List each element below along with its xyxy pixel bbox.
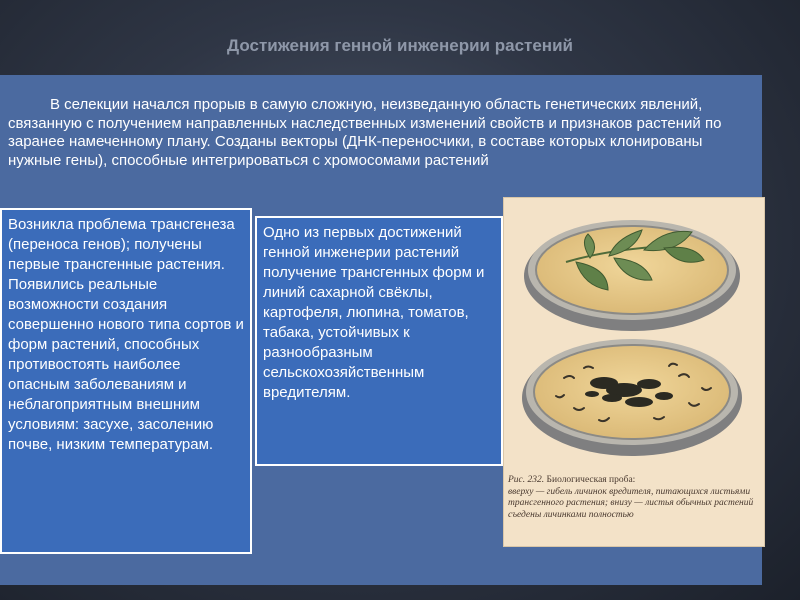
transgenesis-text: Возникла проблема трансгенеза (переноса генов); получены первые трансгенные растения. Появились реальные возможности создания совершенно нового типа сортов и форм растений, способных противостоять наиболее опасным заболеваниям и неблагоприятным внешним условиям: засухе, засолению почве, низким температурам. <box>8 216 244 453</box>
slide-title: Достижения генной инженерии растений <box>227 36 573 55</box>
caption-title: Биологическая проба: <box>546 475 636 485</box>
bottom-petri-dish <box>522 339 742 456</box>
caption-text: вверху — гибель личинок вредителя, питающихся листьями трансгенного растения; внизу — листья обычных растений съедены личинками полностью <box>508 486 754 520</box>
caption-heading <box>508 475 762 487</box>
achievement-text: Одно из первых достижений генной инженерии растений получение трансгенных форм и линий сахарной свёклы, картофеля, люпина, томатов, табака, устойчивых к разнообразным сельскохозяйственным вредителям. <box>263 224 485 401</box>
intro-text <box>8 96 756 170</box>
caption-number: Рис. 232. <box>508 475 545 485</box>
intro-paragraph: В селекции начался прорыв в самую сложную, неизведанную область генетических явлений, связанную с получением направленных наследственных изменений свойств и признаков растений по заранее намеченному плану. Созданы векторы (ДНК-переносчики, в составе которых клонированы нужные гены), способные интегрироваться с хромосомами растений <box>8 96 722 169</box>
petri-dish-figure <box>503 197 765 547</box>
transgenesis-box <box>0 208 252 554</box>
figure-caption <box>508 475 762 521</box>
petri-dish-illustration <box>504 198 765 473</box>
achievement-box <box>255 216 503 466</box>
top-petri-dish <box>524 220 740 331</box>
